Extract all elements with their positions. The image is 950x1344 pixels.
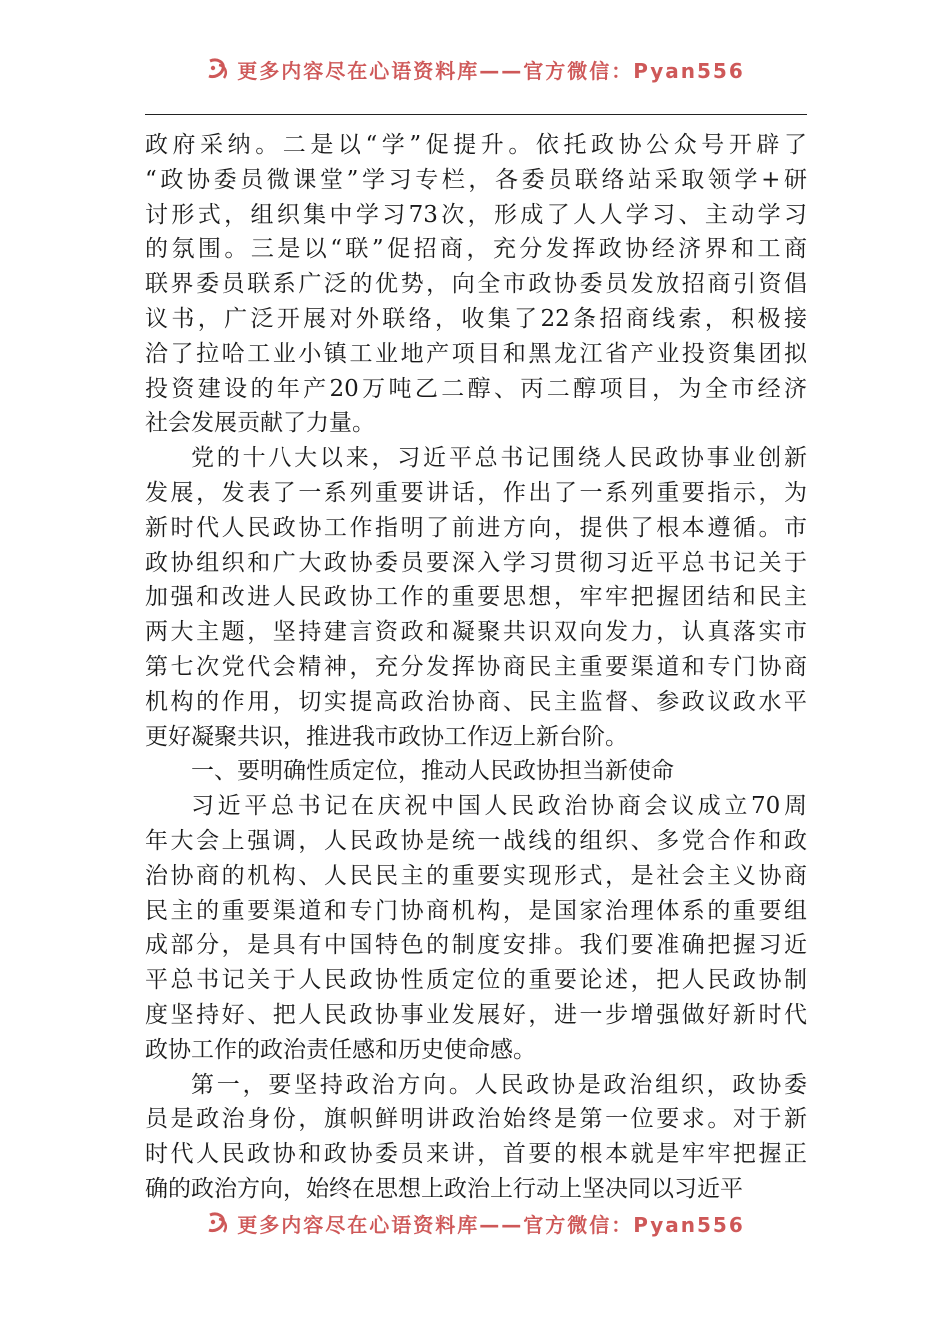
- text-line: 社会发展贡献了力量。: [145, 410, 375, 437]
- text-line: 发展，发表了一系列重要讲话，作出了一系列重要指示，为: [145, 479, 807, 506]
- text-line: 机构的作用，切实提高政治协商、民主监督、参政议政水平: [145, 688, 807, 715]
- text-line: 一、要明确性质定位，推动人民政协担当新使命: [191, 758, 674, 785]
- brand-logo-icon: [205, 1210, 231, 1236]
- paragraph-p1: [145, 128, 807, 441]
- header-divider: [145, 114, 807, 115]
- text-line: 年大会上强调，人民政协是统一战线的组织、多党合作和政: [145, 827, 807, 854]
- text-line: 两大主题，坚持建言资政和凝聚共识双向发力，认真落实市: [145, 619, 807, 646]
- text-line: 政协组织和广大政协委员要深入学习贯彻习近平总书记关于: [145, 549, 807, 576]
- text-line: 的氛围。三是以“联”促招商，充分发挥政协经济界和工商: [145, 236, 807, 263]
- text-line: 联界委员联系广泛的优势，向全市政协委员发放招商引资倡: [145, 271, 807, 298]
- text-line: 治协商的机构、人民民主的重要实现形式，是社会主义协商: [145, 862, 807, 889]
- text-line: 确的政治方向，始终在思想上政治上行动上坚决同以习近平: [145, 1175, 743, 1202]
- text-line: 洽了拉哈工业小镇工业地产项目和黑龙江省产业投资集团拟: [145, 340, 807, 367]
- text-line: 更好凝聚共识，推进我市政协工作迈上新台阶。: [145, 723, 628, 750]
- footer-watermark: [0, 1206, 950, 1240]
- text-line: 投资建设的年产20万吨乙二醇、丙二醇项目，为全市经济: [145, 375, 807, 402]
- text-line: 第七次党代会精神，充分发挥协商民主重要渠道和专门协商: [145, 653, 807, 680]
- text-line: 员是政治身份，旗帜鲜明讲政治始终是第一位要求。对于新: [145, 1106, 807, 1133]
- text-line: 习近平总书记在庆祝中国人民政治协商会议成立70周: [191, 793, 807, 820]
- paragraph-p3: [145, 754, 807, 789]
- text-line: 时代人民政协和政协委员来讲，首要的根本就是牢牢把握正: [145, 1141, 807, 1168]
- text-line: 党的十八大以来，习近平总书记围绕人民政协事业创新: [191, 445, 807, 472]
- text-line: 讨形式，组织集中学习73次，形成了人人学习、主动学习: [145, 201, 807, 228]
- text-line: 民主的重要渠道和专门协商机构，是国家治理体系的重要组: [145, 897, 807, 924]
- text-line: 平总书记关于人民政协性质定位的重要论述，把人民政协制: [145, 967, 807, 994]
- text-line: 加强和改进人民政协工作的重要思想，牢牢把握团结和民主: [145, 584, 807, 611]
- text-line: 第一，要坚持政治方向。人民政协是政治组织，政协委: [191, 1071, 807, 1098]
- text-line: 成部分，是具有中国特色的制度安排。我们要准确把握习近: [145, 932, 807, 959]
- text-line: 新时代人民政协工作指明了前进方向，提供了根本遵循。市: [145, 514, 807, 541]
- paragraph-p4: [145, 789, 807, 1067]
- text-line: 度坚持好、把人民政协事业发展好，进一步增强做好新时代: [145, 1001, 807, 1028]
- text-line: 议书，广泛开展对外联络，收集了22条招商线索，积极接: [145, 305, 807, 332]
- watermark-text: 更多内容尽在心语资料库——官方微信：Pyan556: [237, 58, 745, 83]
- text-line: “政协委员微课堂”学习专栏，各委员联络站采取领学+研: [145, 166, 807, 193]
- text-line: 政协工作的政治责任感和历史使命感。: [145, 1036, 536, 1063]
- document-body: [145, 128, 807, 1207]
- brand-logo-icon: [205, 56, 231, 82]
- paragraph-p5: [145, 1068, 807, 1207]
- text-line: 政府采纳。二是以“学”促提升。依托政协公众号开辟了: [145, 132, 807, 158]
- paragraph-p2: [145, 441, 807, 754]
- watermark-text: 更多内容尽在心语资料库——官方微信：Pyan556: [237, 1212, 745, 1237]
- header-watermark: [0, 52, 950, 86]
